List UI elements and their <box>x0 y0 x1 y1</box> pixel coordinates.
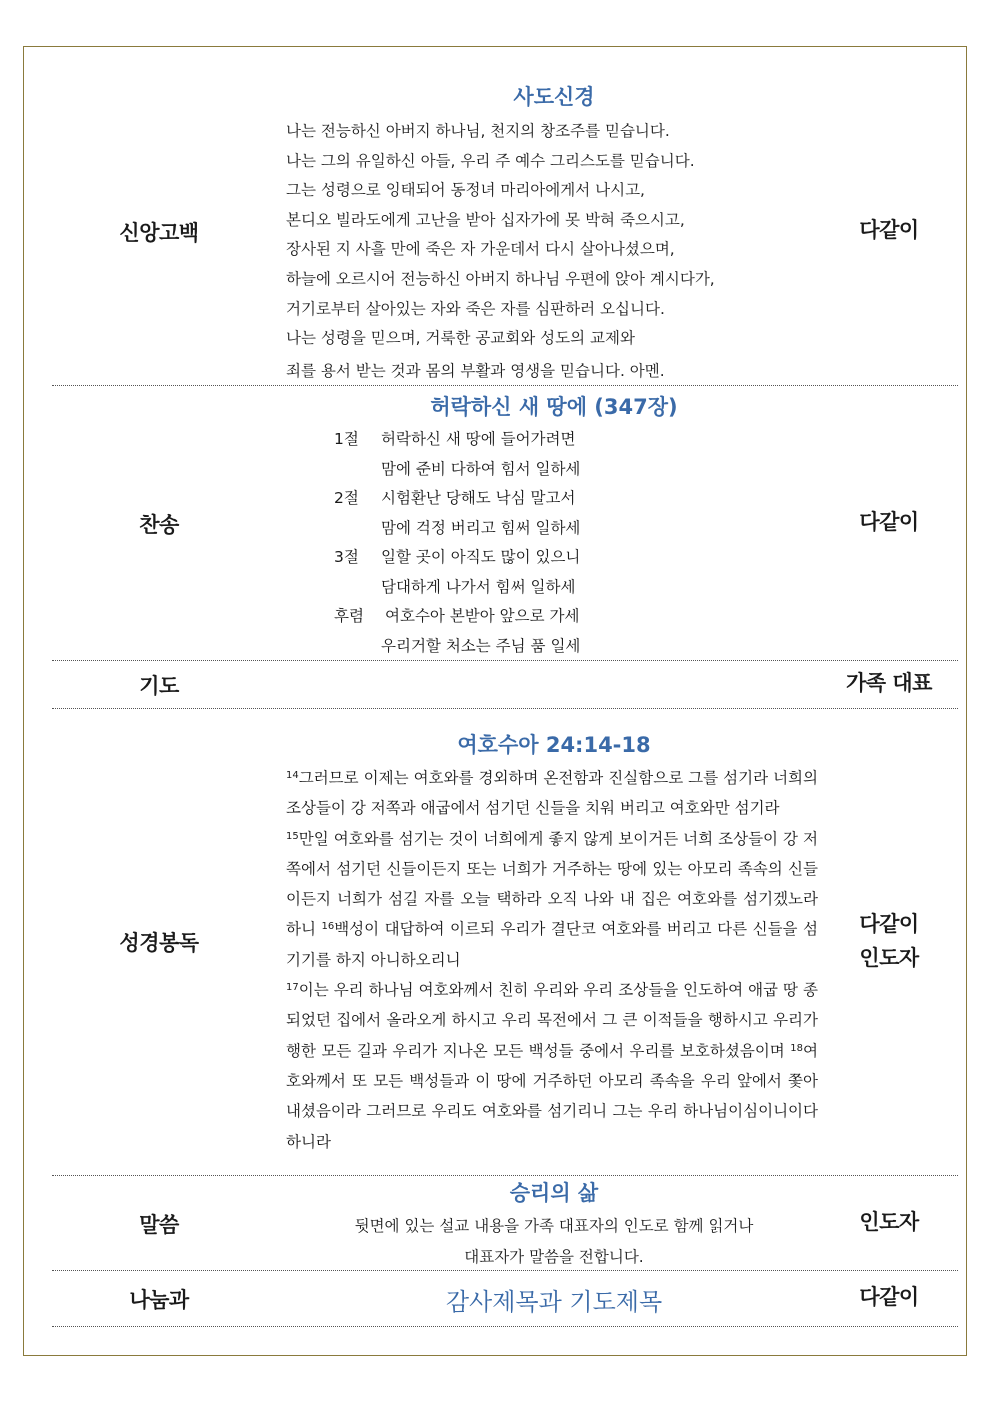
hymn-title: 허락하신 새 땅에 (347장) <box>430 395 678 419</box>
reading-responder-1: 다같이 <box>859 912 919 936</box>
sharing-title: 감사제목과 기도제목 <box>445 1288 663 1316</box>
creed-text <box>286 117 715 386</box>
scripture-text <box>286 763 818 1157</box>
bulletin-frame <box>23 46 967 1356</box>
verse-number: 18 <box>790 1042 804 1054</box>
verse-number: 16 <box>321 921 335 933</box>
verse-15-16 <box>286 824 818 975</box>
creed-line: 그는 성령으로 잉태되어 동정녀 마리아에게서 나시고, <box>286 181 645 200</box>
divider <box>52 708 958 709</box>
creed-line: 나는 성령을 믿으며, 거룩한 공교회와 성도의 교제와 <box>286 329 635 348</box>
sharing-responder: 다같이 <box>859 1285 919 1309</box>
verse-number: 2절 <box>334 489 359 507</box>
sermon-text <box>284 1211 824 1273</box>
hymn-line: 맘에 준비 다하여 힘서 일하세 <box>381 460 581 478</box>
verse-number: 3절 <box>334 548 359 566</box>
sermon-title: 승리의 삶 <box>509 1181 599 1205</box>
verse-17-18 <box>286 975 818 1157</box>
divider <box>52 1270 958 1271</box>
verse-text: 만일 여호와를 섬기는 것이 너희에게 좋지 않게 보이거든 너희 조상들이 강 저쪽에서 섬기던 신들이든지 또는 너희가 거주하는 땅에 있는 아모리 족속의 신들이든지 너희가 섬길 자를 오늘 택하라 오직 나와 내 집은 여호와를 섬기겠노라 하니 <box>286 829 818 939</box>
reading-label: 성경봉독 <box>119 931 199 955</box>
verse-number: 14 <box>286 770 299 781</box>
verse-number: 15 <box>286 830 299 842</box>
hymn-responder: 다같이 <box>859 510 919 534</box>
creed-line: 장사된 지 사흘 만에 죽은 자 가운데서 다시 살아나셨으며, <box>286 240 675 259</box>
creed-line: 하늘에 오르시어 전능하신 아버지 하나님 우편에 앉아 계시다가, <box>286 269 715 288</box>
divider <box>52 1175 958 1176</box>
verse-text: 그러므로 이제는 여호와를 경외하며 온전함과 진실함으로 그를 섬기라 너희의 조상들이 강 저쪽과 애굽에서 섬기던 신들을 치워 버리고 여호와만 섬기라 <box>286 769 818 818</box>
hymn-line: 여호수아 본받아 앞으로 가세 <box>385 607 580 625</box>
creed-label: 신앙고백 <box>119 221 199 245</box>
creed-title: 사도신경 <box>513 85 595 109</box>
creed-line: 나는 전능하신 아버지 하나님, 천지의 창조주를 믿습니다. <box>286 122 670 140</box>
hymn-line: 시험환난 당해도 낙심 말고서 <box>381 489 576 507</box>
hymn-label: 찬송 <box>139 513 179 537</box>
chorus-label: 후렴 <box>334 607 364 625</box>
hymn-line: 맘에 걱정 버리고 힘써 일하세 <box>381 519 581 537</box>
sharing-label: 나눔과 <box>129 1288 189 1312</box>
verse-number: 1절 <box>334 430 359 448</box>
hymn-line: 담대하게 나가서 힘써 일하세 <box>381 578 576 596</box>
sermon-line: 대표자가 말씀을 전합니다. <box>464 1248 644 1266</box>
hymn-line: 일할 곳이 아직도 많이 있으니 <box>381 548 581 566</box>
creed-line: 죄를 용서 받는 것과 몸의 부활과 영생을 믿습니다. 아멘. <box>286 361 665 380</box>
verse-text: 여호와께서 또 모든 백성들과 이 땅에 거주하던 아모리 족속을 우리 앞에서 쫓아내셨음이라 그러므로 우리도 여호와를 섬기리니 그는 우리 하나님이심이니이다 하니라 <box>286 1041 818 1151</box>
verse-14 <box>286 763 818 824</box>
creed-line: 거기로부터 살아있는 자와 죽은 자를 심판하러 오십니다. <box>286 299 665 318</box>
divider <box>52 385 958 386</box>
verse-number: 17 <box>286 982 299 994</box>
prayer-label: 기도 <box>139 674 179 698</box>
sermon-label: 말씀 <box>139 1213 179 1237</box>
hymn-line: 허락하신 새 땅에 들어가려면 <box>381 430 576 448</box>
sermon-line: 뒷면에 있는 설교 내용을 가족 대표자의 인도로 함께 읽거나 <box>354 1217 754 1235</box>
creed-line: 나는 그의 유일하신 아들, 우리 주 예수 그리스도를 믿습니다. <box>286 151 695 170</box>
divider <box>52 1326 958 1327</box>
reading-responder-2: 인도자 <box>859 946 919 970</box>
prayer-responder: 가족 대표 <box>846 671 932 695</box>
sermon-responder: 인도자 <box>859 1210 919 1234</box>
verse-text: 백성이 대답하여 이르되 우리가 결단코 여호와를 버리고 다른 신들을 섬기기를 하지 아니하오리니 <box>286 920 819 969</box>
creed-responder: 다같이 <box>859 218 919 242</box>
verse-text: 이는 우리 하나님 여호와께서 친히 우리와 우리 조상들을 인도하여 애굽 땅 종 되었던 집에서 올라오게 하시고 우리 목전에서 그 큰 이적들을 행하시고 우리가 행한 모든 길과 우리가 지나온 모든 백성들 중에서 우리를 보호하셨음이며 <box>286 981 818 1060</box>
creed-line: 본디오 빌라도에게 고난을 받아 십자가에 못 박혀 죽으시고, <box>286 210 685 229</box>
reading-title: 여호수아 24:14-18 <box>457 733 651 757</box>
hymn-line: 우리거할 처소는 주님 품 일세 <box>381 637 581 655</box>
divider <box>52 660 958 661</box>
